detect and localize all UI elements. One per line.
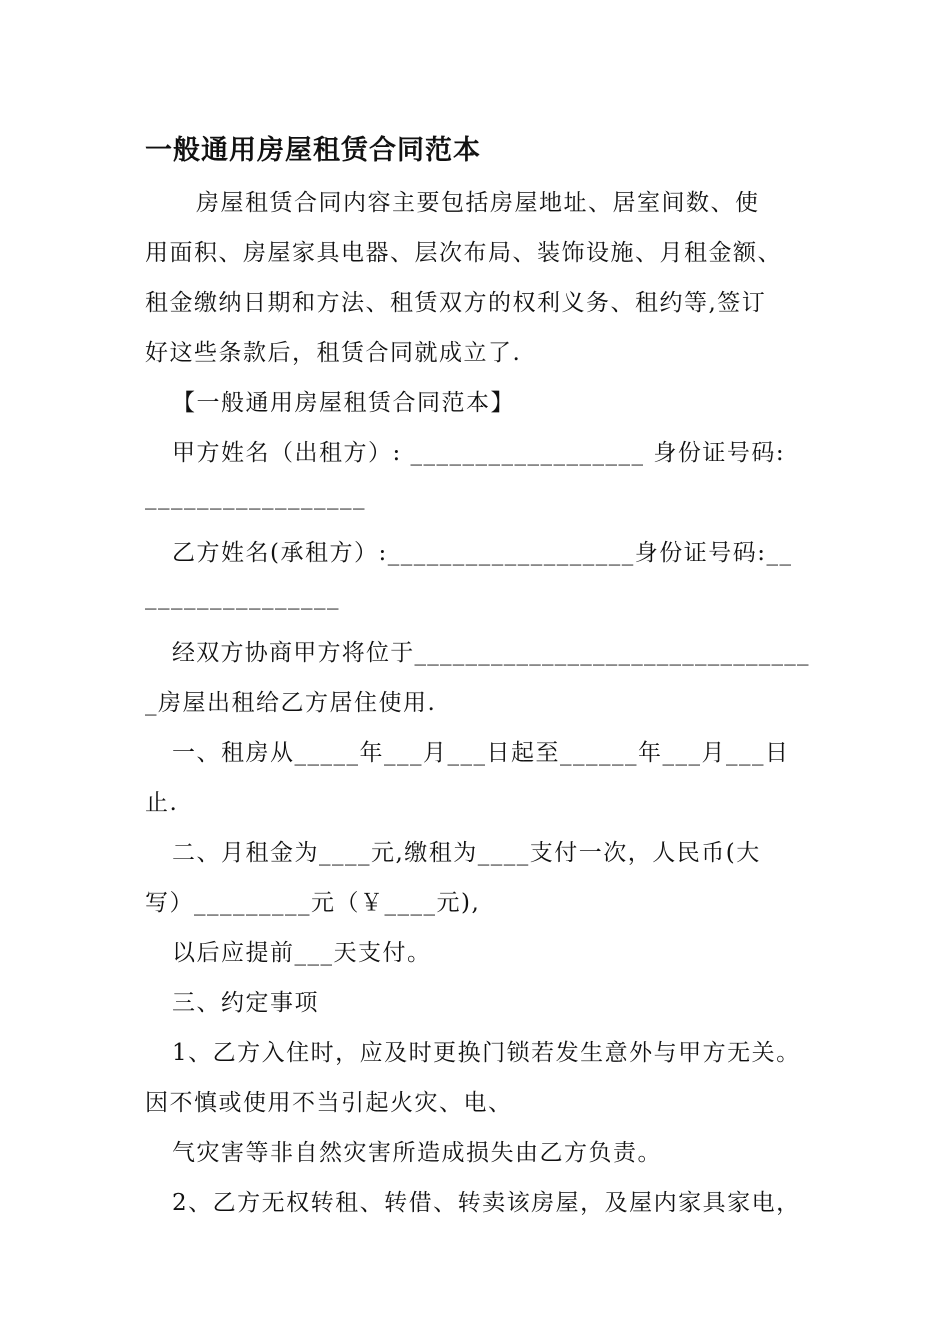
party-b-id-blank: _______________ [145,584,340,610]
term-line: 一、租房从_____年___月___日起至______年___月___日 [172,740,790,766]
party-b-line: 乙方姓名(承租方）:___________________身份证号码:__ [172,540,793,566]
clause-1-line-2: 因不慎或使用不当引起火灾、电、 [145,1090,513,1116]
payment-advance-line: 以后应提前___天支付。 [172,940,432,966]
section-agreements-heading: 三、约定事项 [172,990,319,1016]
intro-line-3: 租金缴纳日期和方法、租赁双方的权利义务、租约等,签订 [145,290,767,316]
intro-line-1: 房屋租赁合同内容主要包括房屋地址、居室间数、使 [196,190,760,216]
rent-line: 二、月租金为____元,缴租为____支付一次，人民币(大 [172,840,761,866]
intro-line-4: 好这些条款后，租赁合同就成立了. [145,340,522,366]
clause-2-line-1: 2、乙方无权转租、转借、转卖该房屋，及屋内家具家电， [172,1190,801,1216]
location-line-cont: _房屋出租给乙方居住使用. [145,690,437,716]
clause-1-line-3: 气灾害等非自然灾害所造成损失由乙方负责。 [172,1140,662,1166]
party-a-id-blank: _________________ [145,484,366,510]
party-a-line: 甲方姓名（出租方）: __________________ 身份证号码: [172,440,786,466]
term-line-cont: 止. [145,790,179,816]
clause-1-line-1: 1、乙方入住时，应及时更换门锁若发生意外与甲方无关。 [172,1040,801,1066]
document-title: 一般通用房屋租赁合同范本 [145,135,481,166]
intro-line-2: 用面积、房屋家具电器、层次布局、装饰设施、月租金额、 [145,240,782,266]
location-line: 经双方协商甲方将位于_______________________________ [172,640,810,666]
template-heading: 【一般通用房屋租赁合同范本】 [172,390,515,416]
rent-line-cont: 写）_________元（￥____元), [145,890,481,916]
